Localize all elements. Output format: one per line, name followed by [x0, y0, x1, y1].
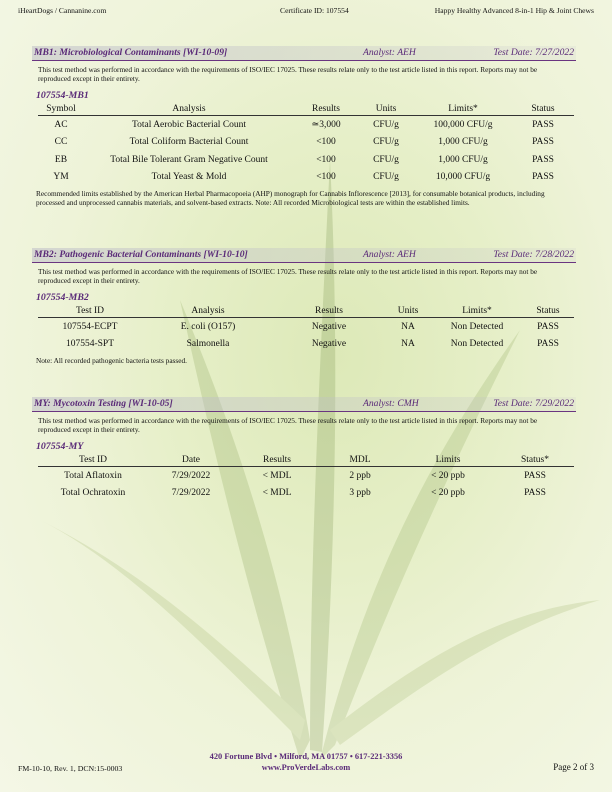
table-cell: <100 [316, 154, 336, 165]
results-table [38, 305, 574, 353]
table-cell: E. coli (O157) [180, 321, 236, 332]
analyst: Analyst: AEH [363, 47, 416, 58]
section-note: Recommended limits established by the American Herbal Pharmacopoeia (AHP) monograph for Cannabis Inflorescence [2013], for consumable botanical products, including processed and unprocessed cannabis materials, and solvent-based extracts. Note: All recorded Microbiological tests are within the established limits. [36, 188, 545, 208]
column-header: Status* [496, 454, 574, 467]
table-cell: 1,000 CFU/g [438, 154, 488, 165]
table-cell: NA [401, 321, 415, 332]
table-cell: Non Detected [450, 321, 504, 332]
sample-id: 107554-MB2 [36, 291, 89, 303]
table-cell: ≃3,000 [311, 120, 341, 131]
table-cell: PASS [524, 488, 546, 499]
method-statement: This test method was performed in accordance with the requirements of ISO/IEC 17025. These results relate only to the test article listed in this report. Reports may not be reproduced except in their entirety. [38, 267, 538, 286]
page-footer [0, 752, 612, 792]
table-cell: 3 ppb [349, 488, 371, 499]
table-cell: YM [53, 172, 69, 183]
product-name: Happy Healthy Advanced 8-in-1 Hip & Joint Chews [434, 6, 594, 15]
section-title: MB1: Microbiological Contaminants [WI-10-09] [34, 47, 228, 58]
table-cell: PASS [537, 321, 559, 332]
column-header: Date [148, 454, 234, 467]
table-cell: CFU/g [373, 172, 399, 183]
column-header: Test ID [38, 305, 142, 318]
section-note: Note: All recorded pathogenic bacteria tests passed. [36, 355, 187, 365]
results-table [38, 103, 574, 186]
table-cell: NA [401, 339, 415, 350]
table-header-row [38, 103, 574, 116]
table-cell: CFU/g [373, 137, 399, 148]
section-title-bar [32, 397, 576, 412]
table-cell: 1,000 CFU/g [438, 137, 488, 148]
table-cell: < MDL [262, 488, 292, 499]
table-cell: 100,000 CFU/g [433, 119, 493, 130]
test-date: Test Date: 7/28/2022 [493, 249, 574, 260]
table-row [38, 466, 574, 484]
analyst: Analyst: CMH [363, 398, 419, 409]
lab-address: 420 Fortune Blvd • Milford, MA 01757 • 617-221-3356 [209, 752, 403, 761]
table-cell: <100 [316, 172, 336, 183]
table-cell: PASS [532, 119, 554, 130]
column-header: Limits* [432, 305, 522, 318]
table-cell: 107554-SPT [65, 339, 115, 350]
table-cell: PASS [524, 470, 546, 481]
method-statement: This test method was performed in accordance with the requirements of ISO/IEC 17025. These results relate only to the test article listed in this report. Reports may not be reproduced except in their entirety. [38, 416, 538, 435]
column-header: Analysis [142, 305, 274, 318]
column-header: Symbol [38, 103, 84, 116]
table-cell: 2 ppb [349, 470, 371, 481]
table-cell: Negative [311, 321, 347, 332]
table-row [38, 168, 574, 186]
table-cell: Total Ochratoxin [60, 488, 126, 499]
client-name: iHeartDogs / Cannanine.com [18, 6, 107, 15]
table-header-row [38, 454, 574, 467]
test-date: Test Date: 7/29/2022 [493, 398, 574, 409]
column-header: MDL [320, 454, 400, 467]
table-row [38, 151, 574, 169]
table-cell: PASS [532, 172, 554, 183]
table-cell: <100 [316, 137, 336, 148]
section-mb2 [32, 248, 576, 365]
sample-id: 107554-MB1 [36, 89, 89, 101]
table-cell: Negative [311, 339, 347, 350]
page-number: Page 2 of 3 [553, 762, 594, 772]
certificate-id: Certificate ID: 107554 [280, 6, 349, 15]
table-cell: AC [54, 119, 68, 130]
form-id: FM-10-10, Rev. 1, DCN:15-0003 [18, 764, 123, 773]
table-cell: CFU/g [373, 154, 399, 165]
table-cell: PASS [532, 137, 554, 148]
test-date: Test Date: 7/27/2022 [493, 47, 574, 58]
table-cell: CC [54, 137, 68, 148]
section-mb1 [32, 46, 576, 208]
table-cell: Total Yeast & Mold [151, 172, 227, 183]
table-cell: Non Detected [450, 339, 504, 350]
table-cell: PASS [532, 154, 554, 165]
table-cell: < MDL [262, 470, 292, 481]
column-header: Units [384, 305, 432, 318]
table-row [38, 317, 574, 335]
section-title: MY: Mycotoxin Testing [WI-10-05] [34, 398, 173, 409]
table-cell: < 20 ppb [431, 470, 465, 481]
table-row [38, 115, 574, 133]
column-header: Limits* [414, 103, 512, 116]
column-header: Test ID [38, 454, 148, 467]
table-cell: EB [54, 154, 68, 165]
table-cell: Total Bile Tolerant Gram Negative Count [110, 154, 268, 165]
analyst: Analyst: AEH [363, 249, 416, 260]
column-header: Units [358, 103, 414, 116]
column-header: Analysis [84, 103, 294, 116]
table-cell: PASS [537, 339, 559, 350]
section-title: MB2: Pathogenic Bacterial Contaminants [WI-10-10] [34, 249, 248, 260]
section-title-bar [32, 46, 576, 61]
section-title-bar [32, 248, 576, 263]
table-cell: Total Aflatoxin [64, 470, 122, 481]
table-cell: Total Aerobic Bacterial Count [131, 119, 247, 130]
column-header: Results [234, 454, 320, 467]
section-my [32, 397, 576, 502]
table-cell: CFU/g [373, 119, 399, 130]
table-cell: Total Coliform Bacterial Count [129, 137, 249, 148]
table-cell: 10,000 CFU/g [435, 172, 491, 183]
table-header-row [38, 305, 574, 318]
column-header: Limits [400, 454, 496, 467]
table-cell: 7/29/2022 [171, 470, 211, 481]
lab-website-link[interactable]: www.ProVerdeLabs.com [261, 763, 351, 772]
table-row [38, 133, 574, 151]
column-header: Results [274, 305, 384, 318]
column-header: Results [294, 103, 358, 116]
results-table [38, 454, 574, 502]
table-row [38, 484, 574, 502]
table-cell: 7/29/2022 [171, 488, 211, 499]
sample-id: 107554-MY [36, 440, 84, 452]
table-cell: < 20 ppb [431, 488, 465, 499]
page-header [18, 4, 594, 18]
column-header: Status [522, 305, 574, 318]
table-cell: Salmonella [186, 339, 230, 350]
method-statement: This test method was performed in accordance with the requirements of ISO/IEC 17025. These results relate only to the test article listed in this report. Reports may not be reproduced except in their entirety. [38, 65, 538, 84]
table-cell: 107554-ECPT [62, 321, 118, 332]
table-row [38, 335, 574, 353]
column-header: Status [512, 103, 574, 116]
